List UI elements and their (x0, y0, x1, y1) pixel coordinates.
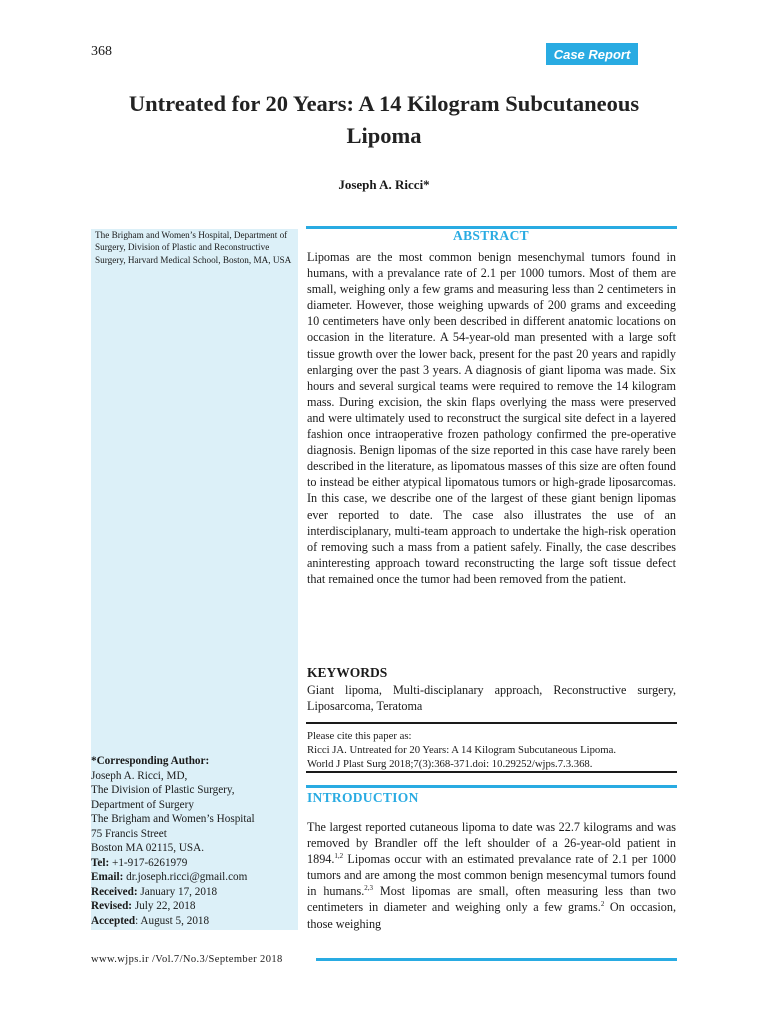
keywords-heading: KEYWORDS (307, 665, 388, 680)
author-name: Joseph A. Ricci* (338, 177, 430, 192)
revised-date: Revised: July 22, 2018 (91, 900, 196, 912)
article-type-badge: Case Report (546, 43, 638, 65)
citation-block (307, 729, 677, 771)
page-number: 368 (91, 44, 112, 59)
corresponding-author-block (91, 754, 296, 928)
introduction-top-rule (306, 785, 677, 788)
citation-superscript: 2,3 (364, 884, 374, 893)
footer-journal-info: www.wjps.ir /Vol.7/No.3/September 2018 (91, 954, 283, 965)
corresponding-line: Department of Surgery (91, 798, 194, 811)
citation-line: Ricci JA. Untreated for 20 Years: A 14 Kilogram Subcutaneous Lipoma. (307, 744, 616, 756)
citation-top-rule (306, 722, 677, 724)
title-line-1: Untreated for 20 Years: A 14 Kilogram Subcutaneous (128, 91, 640, 116)
abstract-body: Lipomas are the most common benign mesenchymal tumors found in humans, with a prevalance rate of 2.1 per 1000 tumors. Most of them are small, weighing only a few grams and measuring less than 2 centimeters in diameter. However, those weighing upwards of 200 grams and exceeding 10 centimeters have only been described in different anatomic locations on occasion in the literature. A 54-year-old man presented with a large soft tissue growth over the lower back, present for the past 20 years and rapidly enlarging over the past 3 years. A diagnosis of giant lipoma was made. Six hours and several surgical teams were required to remove the 14 kilogram mass. During excision, the skin flaps overlying the mass were preserved and were ultimately used to reconstruct the surgical site defect in a layered fashion once intraoperative frozen pathology confirmed the pre-operative diagnosis. Benign lipomas of the size reported in this case have rarely been described in the literature, as lipomatous masses of this size are often found to instead be either atypical lipomatous tumors or high-grade liposarcomas. In this case, we describe one of the largest of these giant benign lipomas ever reported to date. The case also illustrates the use of an interdisciplanary, multi-team approach to undertake the high-risk operation of removing such a mass from a patient safely. Finally, the case describes aninteresting approach toward reconstructing the large soft tissue defect that remained once the tumor had been removed from the patient. (307, 250, 676, 586)
corresponding-line: The Brigham and Women’s Hospital (91, 813, 255, 825)
article-title (80, 88, 688, 152)
introduction-body: The largest reported cutaneous lipoma to date was 22.7 kilograms and was removed by Brandler off the left shoulder of a 26-year-old patient in 1894.$^{1,2}$ Lipomas occur with an estimated prevalance rate of 2.1 per 1000 tumors and are among the most common benign mesencymal tumors found in humans.$^{2,3}$ Most lipomas are small, often measuring less than two centimeters in diameter and weighing only a few grams.$^2$ On occasion, those weighing (307, 820, 676, 931)
citation-bottom-rule (306, 771, 677, 773)
citation-superscript: 2 (600, 900, 605, 909)
affiliation: The Brigham and Women’s Hospital, Department of Surgery, Division of Plastic and Reconstructive Surgery, Harvard Medical School, Boston, MA, USA (95, 230, 292, 265)
abstract-heading: ABSTRACT (453, 228, 529, 243)
received-date: Received: January 17, 2018 (91, 885, 218, 898)
email[interactable]: Email: dr.joseph.ricci@gmail.com (91, 871, 248, 883)
footer-rule (316, 958, 677, 961)
introduction-heading: INTRODUCTION (307, 790, 419, 805)
corresponding-author-label: *Corresponding Author: (91, 755, 210, 767)
citation-superscript: 1,2 (334, 852, 344, 861)
corresponding-line: The Division of Plastic Surgery, (91, 784, 235, 796)
corresponding-line: 75 Francis Street (91, 827, 167, 840)
accepted-date: Accepted: August 5, 2018 (91, 914, 210, 927)
corresponding-line: Joseph A. Ricci, MD, (91, 769, 188, 782)
keywords-text: Giant lipoma, Multi-disciplanary approach, Reconstructive surgery, Liposarcoma, Teratoma (307, 683, 676, 714)
citation-label: Please cite this paper as: (307, 730, 412, 742)
citation-doi[interactable]: World J Plast Surg 2018;7(3):368-371.doi: 10.29252/wjps.7.3.368. (307, 758, 593, 770)
title-line-2: Lipoma (346, 123, 422, 148)
telephone: Tel: +1-917-6261979 (91, 856, 188, 869)
corresponding-line: Boston MA 02115, USA. (91, 842, 205, 854)
